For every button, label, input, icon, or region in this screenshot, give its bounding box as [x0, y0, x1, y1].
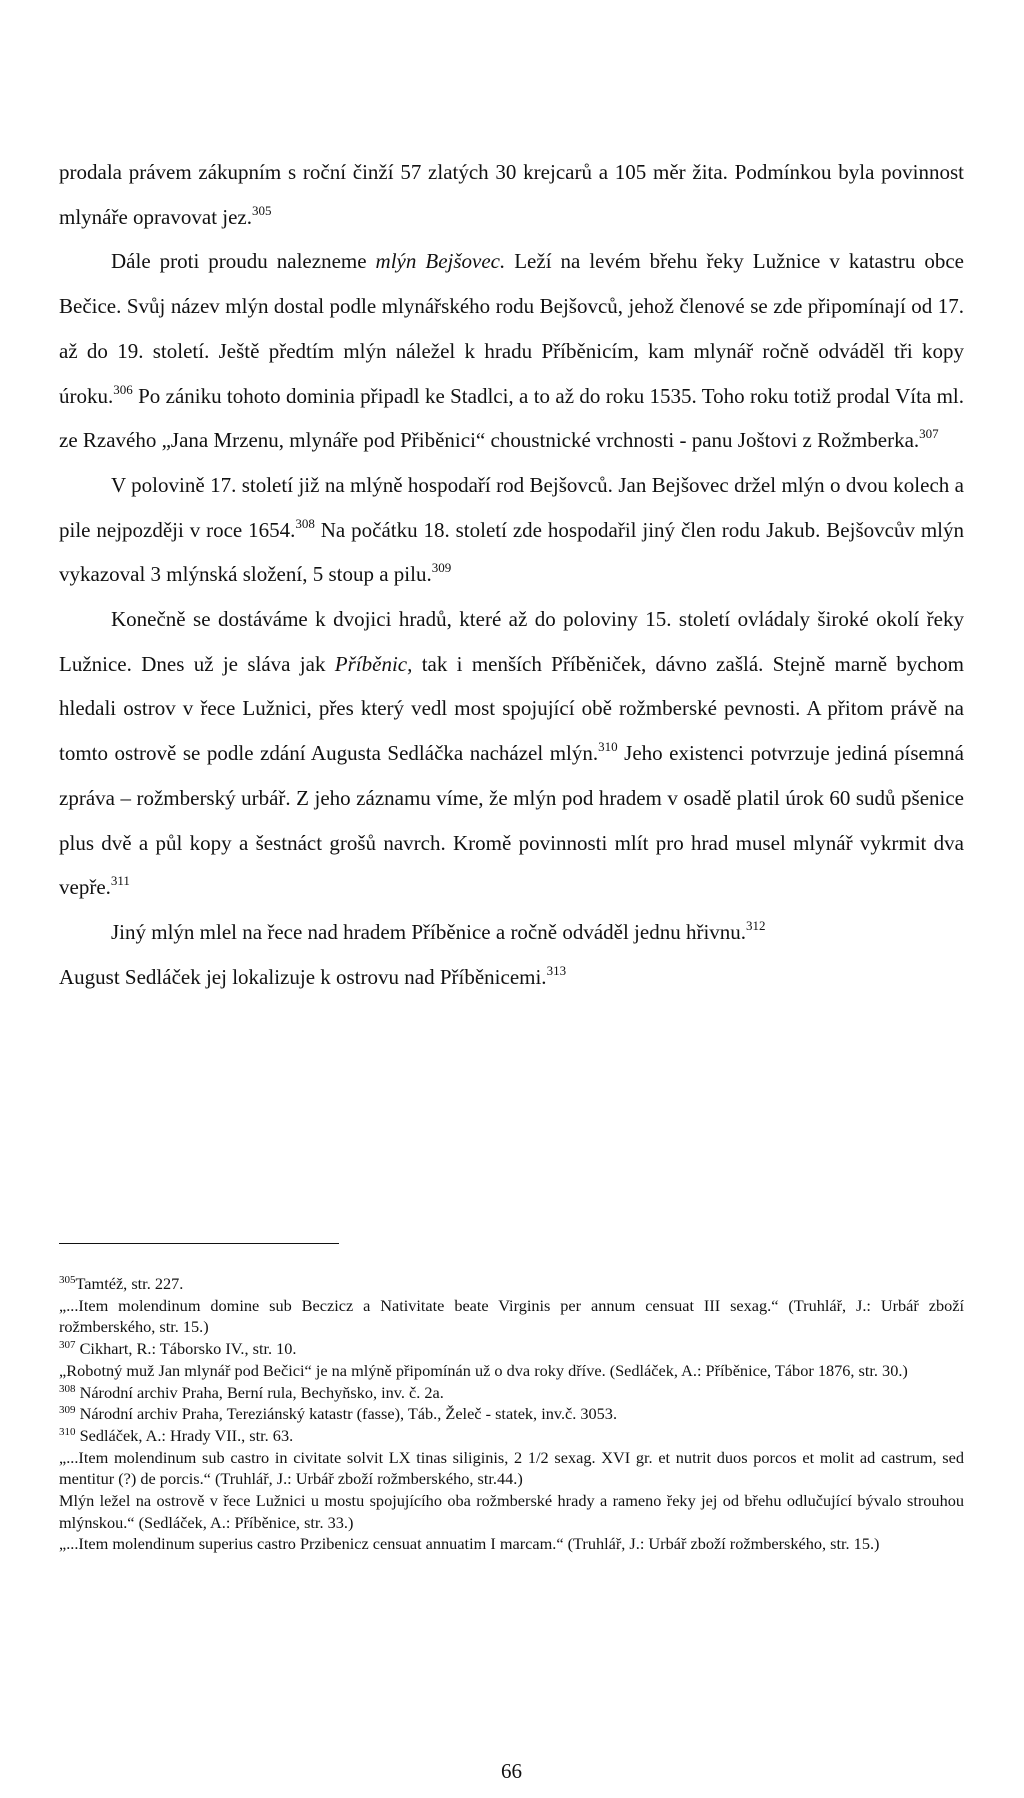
footnote-ref-312[interactable]: 312 — [746, 917, 766, 933]
emphasis-mlyn-bejsovec: mlýn Bejšovec. — [375, 249, 506, 274]
body-text — [59, 150, 964, 999]
footnote-ref-307[interactable]: 307 — [919, 426, 939, 442]
page-number: 66 — [501, 1759, 522, 1783]
footnote-ref-308[interactable]: 308 — [295, 515, 315, 531]
footnote-ref-311[interactable]: 311 — [110, 873, 130, 889]
page-content — [59, 150, 965, 1783]
paragraph-1: prodala právem zákupním s roční činží 57 zlatých 30 krejcarů a 105 měr žita. Podmínkou byla povinnost mlynáře opravovat jez.$^{305}$ — [59, 160, 964, 229]
footnote-ref-305[interactable]: 305 — [252, 202, 272, 218]
footnotes — [59, 1273, 964, 1555]
paragraph-4: Konečně se dostáváme k dvojici hradů, které až do poloviny 15. století ovládaly široké okolí řeky Lužnice. Dnes už je sláva jak Příběnic, tak i menších Příběniček, dávno zašlá. Stejně marně bychom hledali ostrov v řece Lužnici, přes který vedl most spojující obě rožmberské pevnosti. A přitom právě na tomto ostrově se podle zdání Augusta Sedláčka nacházel mlýn.$^{310}$ Jeho existenci potvrzuje jediná písemná zpráva – rožmberský urbář. Z jeho záznamu víme, že mlýn pod hradem v osadě platil úrok 60 sudů pšenice plus dvě a půl kopy a šestnáct grošů navrch. Kromě povinnosti mlít pro hrad musel mlynář vykrmit dva vepře.$^{311}$ — [59, 607, 964, 900]
footnote: „...Item molendinum superius castro Przibenicz censuat annuatim I marcam.“ (Truhlář, J.: Urbář zboží rožmberského, str. 15.) — [59, 1534, 880, 1554]
paragraph-6: August Sedláček jej lokalizuje k ostrovu nad Příběnicemi.$^{313}$ — [59, 962, 567, 989]
footnote-ref-306[interactable]: 306 — [113, 381, 133, 397]
footnote-ref-310[interactable]: 310 — [598, 739, 618, 755]
footnote: $^{305}$Tamtéž, str. 227. — [59, 1274, 184, 1293]
footnote: $^{310}$ Sedláček, A.: Hrady VII., str. 63. — [59, 1425, 294, 1445]
footnote: „...Item molendinum domine sub Beczicz a Nativitate beate Virginis per annum censuat III sexag.“ (Truhlář, J.: Urbář zboží rožmberského, str. 15.) — [59, 1295, 964, 1337]
footnote-ref-309[interactable]: 309 — [431, 560, 452, 576]
footnote: $^{307}$ Cikhart, R.: Táborsko IV., str. 10. — [59, 1339, 297, 1359]
footnote-ref-313[interactable]: 313 — [546, 962, 567, 978]
footnote: $^{309}$ Národní archiv Praha, Tereziánský katastr (fasse), Táb., Želeč - statek, inv.č. 3053. — [59, 1404, 618, 1424]
paragraph-2: Dále proti proudu nalezneme mlýn Bejšovec. Leží na levém břehu řeky Lužnice v katastru obce Bečice. Svůj název mlýn dostal podle mlynářského rodu Bejšovců, jehož členové se zde připomínají od 17. až do 19. století. Ještě předtím mlýn náležel k hradu Příběnicím, kam mlynář ročně odváděl tři kopy úroku.$^{306}$ Po zániku tohoto dominia připadl ke Stadlci, a to až do roku 1535. Toho roku totiž prodal Víta ml. ze Rzavého „Jana Mrzenu, mlynáře pod Přiběnici“ choustnické vrchnosti - panu Joštovi z Rožmberka.$^{307}$ — [59, 249, 964, 453]
footnote-separator — [59, 1243, 339, 1244]
paragraph-3: V polovině 17. století již na mlýně hospodaří rod Bejšovců. Jan Bejšovec držel mlýn o dvou kolech a pile nejpozději v roce 1654.$^{308}$ Na počátku 18. století zde hospodařil jiný člen rodu Jakub. Bejšovcův mlýn vykazoval 3 mlýnská složení, 5 stoup a pilu.$^{309}$ — [59, 472, 965, 587]
footnote: „Robotný muž Jan mlynář pod Bečici“ je na mlýně připomínán už o dva roky dříve. (Sedláček, A.: Příběnice, Tábor 1876, str. 30.) — [59, 1360, 908, 1380]
footnote: Mlýn ležel na ostrově v řece Lužnici u mostu spojujícího oba rožmberské hrady a rameno řeky jej od břehu odlučující bývalo strouhou mlýnskou.“ (Sedláček, A.: Příběnice, str. 33.) — [59, 1491, 964, 1532]
footnote: „...Item molendinum sub castro in civitate solvit LX tinas siliginis, 2 1/2 sexag. XVI gr. et nutrit duos porcos et molit ad castrum, sed mentitur (?) de porcis.“ (Truhlář, J.: Urbář zboží rožmberského, str.44.) — [59, 1447, 964, 1489]
paragraph-5: Jiný mlýn mlel na řece nad hradem Příběnice a ročně odváděl jednu hřivnu.$^{312}$ — [111, 917, 766, 944]
emphasis-pribenic: Příběnic, — [334, 651, 413, 676]
footnote: $^{308}$ Národní archiv Praha, Berní rula, Bechyňsko, inv. č. 2a. — [59, 1382, 444, 1402]
